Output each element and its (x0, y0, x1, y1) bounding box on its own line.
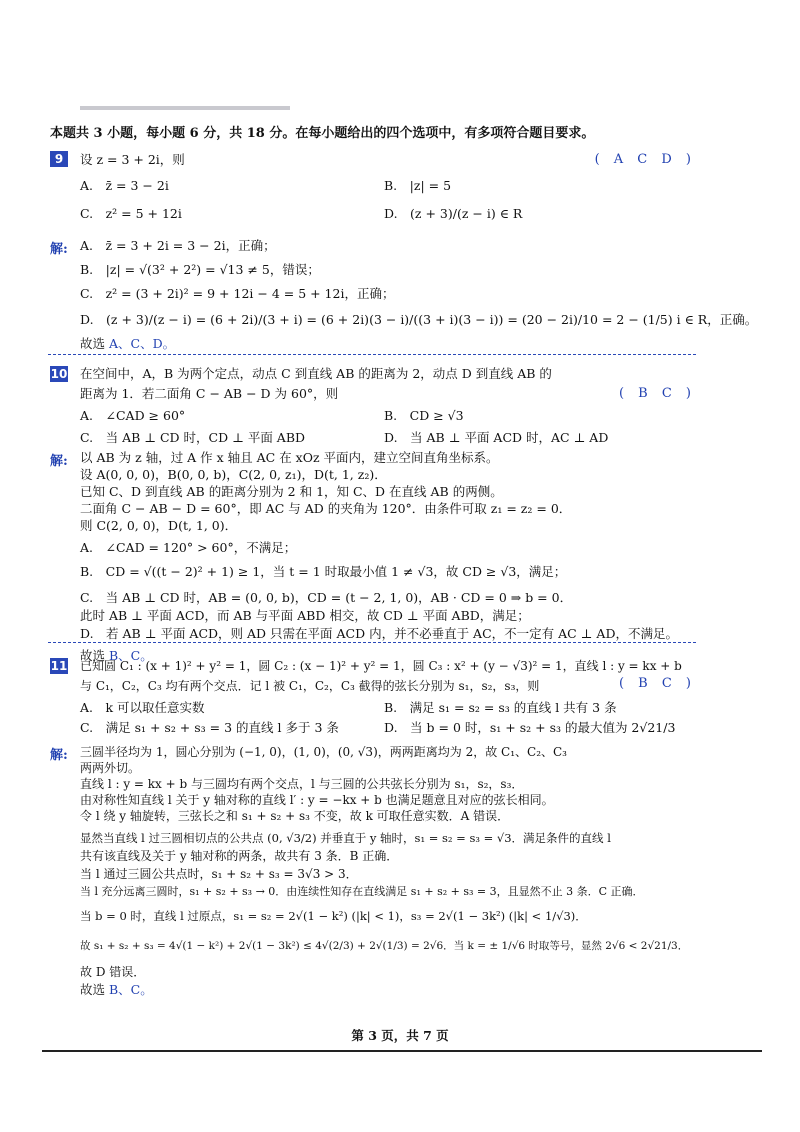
q11-solution-line: 故 D 错误． (80, 965, 146, 979)
q11-solution-line: 直线 l : y = kx + b 与三圆均有两个交点，l 与三圆的公共弦长分别为 s₁，s₂，s₃． (80, 777, 524, 791)
q11-solution-line: 当 l 通过三圆公共点时，s₁ + s₂ + s₃ = 3√3 > 3． (80, 867, 358, 881)
conclusion-prefix: 故选 (80, 982, 106, 997)
q11-solution-line: 由对称性知直线 l 关于 y 轴对称的直线 l′ : y = −kx + b 也满足题意且对应的弦长相同。 (80, 793, 554, 807)
conclusion-choices: A、C、D。 (109, 336, 176, 351)
question-10-answer: ( B C ) (618, 386, 696, 401)
q9-solution-label: 解: (50, 242, 68, 257)
q10-option-b: B. CD ≥ √3 (384, 408, 464, 423)
q9-option-d: D. (z + 3)/(z − i) ∈ R (384, 206, 523, 221)
conclusion-prefix: 故选 (80, 648, 106, 663)
conclusion-choices: B、C。 (109, 648, 153, 663)
question-10-stem-line-1: 在空间中，A，B 为两个定点，动点 C 到直线 AB 的距离为 2，动点 D 到直线 AB 的 (80, 366, 552, 381)
question-divider (48, 642, 696, 643)
q9-option-a: A. z̄ = 3 − 2i (80, 178, 169, 193)
q9-solution-line: C. z² = (3 + 2i)² = 9 + 12i − 4 = 5 + 12i，正确； (80, 286, 395, 301)
question-9-answer: ( A C D ) (594, 152, 696, 167)
page-footer: 第 3 页，共 7 页 (351, 1028, 449, 1043)
q11-solution-line: 三圆半径均为 1，圆心分别为 (−1, 0)，(1, 0)，(0, √3)，两两距离均为 2，故 C₁、C₂、C₃ (80, 745, 567, 759)
question-11-stem-line-1: 已知圆 C₁ : (x + 1)² + y² = 1，圆 C₂ : (x − 1)² + y² = 1，圆 C₃ : x² + (y − √3)² = 1，直线 l : y = kx + b (80, 659, 682, 673)
question-9-stem: 设 z = 3 + 2i，则 (80, 152, 185, 167)
question-10-stem-line-2: 距离为 1．若二面角 C − AB − D 为 60°，则 (80, 386, 339, 401)
q9-conclusion (80, 336, 175, 352)
q11-solution-line: 显然当直线 l 过三圆相切点的公共点 (0, √3/2) 并垂直于 y 轴时，s₁ = s₂ = s₃ = √3．满足条件的直线 l (80, 831, 611, 845)
bottom-rule (42, 1050, 762, 1052)
q10-solution-line: 已知 C、D 到直线 AB 的距离分别为 2 和 1，知 C、D 在直线 AB 的两侧。 (80, 484, 503, 499)
conclusion-prefix: 故选 (80, 336, 106, 351)
q11-solution-line: 共有该直线及关于 y 轴对称的两条，故共有 3 条．B 正确． (80, 849, 399, 863)
question-11-stem-line-2: 与 C₁，C₂，C₃ 均有两个交点．记 l 被 C₁，C₂，C₃ 截得的弦长分别为 s₁，s₂，s₃，则 (80, 679, 540, 693)
q10-solution-line: C. 当 AB ⊥ CD 时，AB = (0, 0, b)，CD = (t − 2, 1, 0)，AB · CD = 0 ⇒ b = 0． (80, 590, 573, 605)
q9-solution-line: D. (z + 3)/(z − i) = (6 + 2i)/(3 + i) = (6 + 2i)(3 − i)/((3 + i)(3 − i)) = (20 − 2i)/10 = 2 − (1/5) i ∈ R，正确。 (80, 312, 758, 327)
q10-option-c: C. 当 AB ⊥ CD 时，CD ⊥ 平面 ABD (80, 430, 306, 445)
question-11-number: 11 (50, 659, 68, 673)
section-intro: 本题共 3 小题，每小题 6 分，共 18 分。在每小题给出的四个选项中，有多项符合题目要求。 (50, 126, 595, 141)
q11-solution-label: 解: (50, 748, 68, 763)
question-10-number: 10 (50, 367, 68, 381)
q10-option-a: A. ∠CAD ≥ 60° (80, 408, 186, 423)
q11-conclusion (80, 982, 153, 998)
q10-solution-label: 解: (50, 454, 68, 469)
q10-option-d: D. 当 AB ⊥ 平面 ACD 时，AC ⊥ AD (384, 430, 609, 445)
q9-solution-line: A. z̄ = 3 + 2i = 3 − 2i，正确； (80, 238, 276, 253)
cropped-header-remnant (80, 106, 290, 110)
conclusion-choices: B、C。 (109, 982, 153, 997)
q11-option-c: C. 满足 s₁ + s₂ + s₃ = 3 的直线 l 多于 3 条 (80, 720, 339, 735)
q10-solution-line: 二面角 C − AB − D = 60°，即 AC 与 AD 的夹角为 120°．由条件可取 z₁ = z₂ = 0． (80, 501, 572, 516)
question-11-answer: ( B C ) (618, 676, 696, 691)
q11-option-a: A. k 可以取任意实数 (80, 700, 205, 715)
q10-solution-line: 以 AB 为 z 轴，过 A 作 x 轴且 AC 在 xOz 平面内，建立空间直角坐标系。 (80, 450, 499, 465)
q11-solution-line: 当 b = 0 时，直线 l 过原点，s₁ = s₂ = 2√(1 − k²) (|k| < 1)，s₃ = 2√(1 − 3k²) (|k| < 1/√3)． (80, 909, 587, 923)
q10-solution-line: 此时 AB ⊥ 平面 ACD，而 AB 与平面 ABD 相交，故 CD ⊥ 平面 ABD，满足； (80, 608, 530, 623)
q11-option-b: B. 满足 s₁ = s₂ = s₃ 的直线 l 共有 3 条 (384, 700, 617, 715)
q9-option-c: C. z² = 5 + 12i (80, 206, 182, 221)
q10-solution-line: D. 若 AB ⊥ 平面 ACD，则 AD 只需在平面 ACD 内，并不必垂直于 AC，不一定有 AC ⊥ AD，不满足。 (80, 626, 678, 641)
q11-solution-line: 当 l 充分远离三圆时，s₁ + s₂ + s₃ → 0．由连续性知存在直线满足 s₁ + s₂ + s₃ = 3，且显然不止 3 条．C 正确． (80, 885, 644, 898)
q9-option-b: B. |z| = 5 (384, 178, 452, 193)
q11-option-d: D. 当 b = 0 时，s₁ + s₂ + s₃ 的最大值为 2√21/3 (384, 720, 676, 735)
q10-solution-line: B. CD = √((t − 2)² + 1) ≥ 1，当 t = 1 时取最小值 1 ≠ √3，故 CD ≥ √3，满足； (80, 564, 567, 579)
q11-solution-line: 令 l 绕 y 轴旋转，三弦长之和 s₁ + s₂ + s₃ 不变，故 k 可取任意实数．A 错误． (80, 809, 510, 823)
q11-solution-line: 故 s₁ + s₂ + s₃ = 4√(1 − k²) + 2√(1 − 3k²) ≤ 4√(2/3) + 2√(1/3) = 2√6．当 k = ± 1/√6 时取等号，显然 2√6 < 2√21/3． (80, 940, 689, 952)
q10-solution-line: A. ∠CAD = 120° > 60°，不满足； (80, 540, 297, 555)
q11-solution-line: 两两外切。 (80, 761, 141, 775)
question-9-number: 9 (50, 151, 68, 167)
question-divider (48, 354, 696, 355)
q10-solution-line: 设 A(0, 0, 0)，B(0, 0, b)，C(2, 0, z₁)，D(t, 1, z₂)． (80, 467, 387, 482)
q10-solution-line: 则 C(2, 0, 0)，D(t, 1, 0)． (80, 518, 238, 533)
q9-solution-line: B. |z| = √(3² + 2²) = √13 ≠ 5，错误； (80, 262, 320, 277)
